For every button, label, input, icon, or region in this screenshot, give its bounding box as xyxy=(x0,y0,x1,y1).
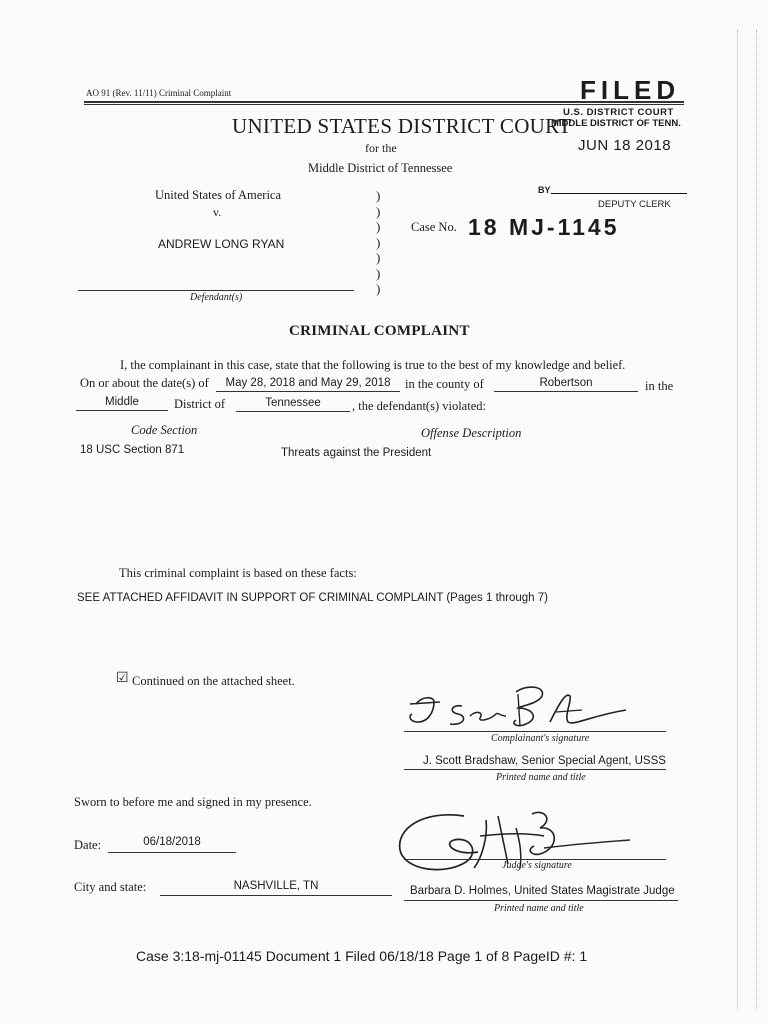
stamp-court: U.S. DISTRICT COURT xyxy=(563,107,674,118)
city-state-line xyxy=(160,895,392,896)
sworn-statement: Sworn to before me and signed in my presence. xyxy=(74,795,312,809)
defendant-label: Defendant(s) xyxy=(190,292,243,303)
page-edge-shadow xyxy=(756,30,757,1010)
in-county-label: in the county of xyxy=(405,377,484,391)
stamp-clerk-label: DEPUTY CLERK xyxy=(598,199,671,210)
facts-intro: This criminal complaint is based on these facts: xyxy=(119,566,357,580)
offense-description-value: Threats against the President xyxy=(281,447,432,459)
continued-label: Continued on the attached sheet. xyxy=(132,674,295,688)
form-id: AO 91 (Rev. 11/11) Criminal Complaint xyxy=(86,88,232,98)
district-line xyxy=(76,410,168,411)
offense-dates: May 28, 2018 and May 29, 2018 xyxy=(225,377,391,389)
stamp-by-label: BY xyxy=(538,185,551,195)
city-state-value: NASHVILLE, TN xyxy=(233,880,319,892)
offense-description-header: Offense Description xyxy=(421,426,522,440)
caption-paren: ) xyxy=(376,266,381,281)
judge-printed-label: Printed name and title xyxy=(494,903,584,914)
complainant-name-line xyxy=(404,769,666,770)
complainant-printed-name: J. Scott Bradshaw, Senior Special Agent, USSS xyxy=(423,755,666,767)
clerk-signature-line xyxy=(551,193,687,194)
case-number-label: Case No. xyxy=(411,220,457,234)
violated-label: , the defendant(s) violated: xyxy=(352,399,486,413)
on-or-about-label: On or about the date(s) of xyxy=(80,376,209,390)
code-section-header: Code Section xyxy=(131,423,198,437)
caption-paren: ) xyxy=(376,250,381,265)
complainant-signature xyxy=(400,682,640,734)
court-district: Middle District of Tennessee xyxy=(308,161,453,175)
statement-intro: I, the complainant in this case, state that the following is true to the best of my knowledge and belief. xyxy=(120,358,626,372)
complainant-signature-label: Complainant's signature xyxy=(491,733,590,744)
caption-paren: ) xyxy=(376,281,381,296)
caption-paren: ) xyxy=(376,188,381,203)
date-label: Date: xyxy=(74,838,102,852)
city-state-label: City and state: xyxy=(74,880,147,894)
judge-signature-label: Judge's signature xyxy=(502,860,572,871)
page-edge-shadow xyxy=(737,30,738,1010)
facts-text: SEE ATTACHED AFFIDAVIT IN SUPPORT OF CRIMINAL COMPLAINT (Pages 1 through 7) xyxy=(77,592,548,604)
defendant-line xyxy=(78,290,354,291)
continued-checkmark: ☑ xyxy=(116,671,129,686)
judge-printed-name: Barbara D. Holmes, United States Magistrate Judge xyxy=(410,885,675,897)
caption-paren: ) xyxy=(376,204,381,219)
stamp-date: JUN 18 2018 xyxy=(578,137,672,154)
state-line xyxy=(236,411,350,412)
ecf-footer: Case 3:18-mj-01145 Document 1 Filed 06/18/18 Page 1 of 8 PageID #: 1 xyxy=(136,948,588,964)
complainant-printed-label: Printed name and title xyxy=(496,772,586,783)
date-value: 06/18/2018 xyxy=(143,836,201,848)
versus: v. xyxy=(213,205,222,219)
judge-name-line xyxy=(404,900,678,901)
in-the-label: in the xyxy=(645,379,674,393)
code-section-value: 18 USC Section 871 xyxy=(80,444,185,456)
defendant-name: ANDREW LONG RYAN xyxy=(158,237,285,251)
for-the: for the xyxy=(365,141,397,155)
case-number: 18 MJ-1145 xyxy=(468,214,620,240)
district-name: Middle xyxy=(105,396,139,408)
county-line xyxy=(494,391,638,392)
judge-signature xyxy=(394,806,644,884)
plaintiff-name: United States of America xyxy=(155,188,282,202)
state-name: Tennessee xyxy=(265,397,321,409)
dates-line xyxy=(216,391,400,392)
complainant-signature-line xyxy=(404,731,666,732)
court-name: UNITED STATES DISTRICT COURT xyxy=(232,114,572,138)
caption-paren: ) xyxy=(376,219,381,234)
stamp-district: MIDDLE DISTRICT OF TENN. xyxy=(551,118,681,129)
filed-stamp: FILED xyxy=(580,75,681,105)
district-of-label: District of xyxy=(174,397,226,411)
document-title: CRIMINAL COMPLAINT xyxy=(289,323,470,339)
date-line xyxy=(108,852,236,853)
caption-paren: ) xyxy=(376,235,381,250)
county-name: Robertson xyxy=(539,377,593,389)
